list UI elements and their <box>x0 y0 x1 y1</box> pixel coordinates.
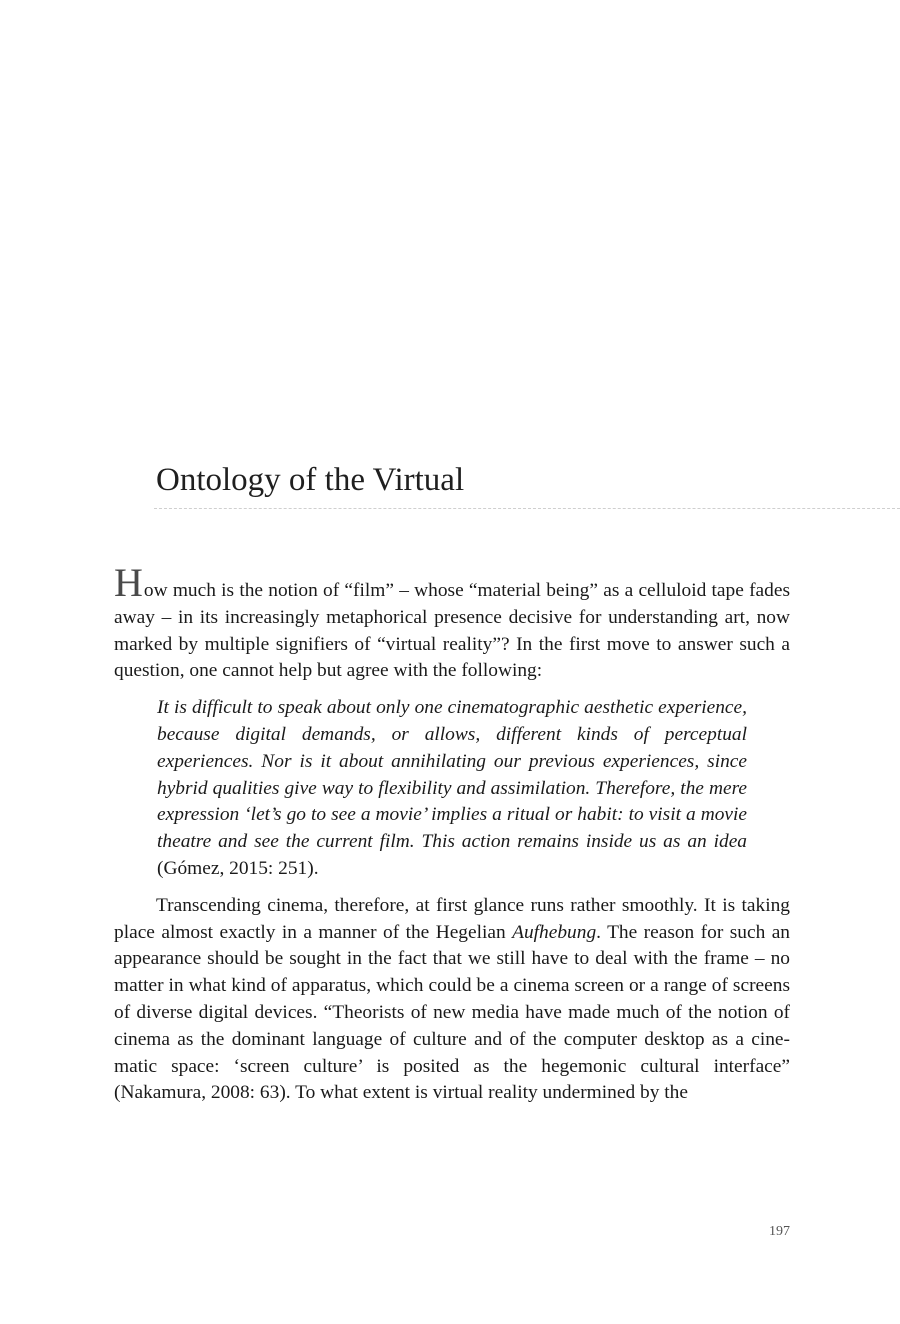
chapter-title: Ontology of the Virtual <box>156 462 465 498</box>
page-number: 197 <box>769 1224 790 1239</box>
second-paragraph-text-a: Transcending cinema, therefore, at first glance runs rather smoothly. It is taking place almost exactly in a manner of the Hegelian <box>114 894 790 943</box>
body-text <box>114 560 790 1107</box>
opening-paragraph-text: ow much is the notion of “film” – whose “material being” as a celluloid tape fades away – in its increasingly metaphorical presence decisive for understanding art, now marked by multiple signifiers of “virtual reality”? In the first move to answer such a question, one cannot help but agree with the following: <box>114 580 790 682</box>
block-quote-citation: (Gómez, 2015: 251). <box>157 857 319 879</box>
block-quote-text: It is difficult to speak about only one cinematographic aesthetic experience, because digital demands, or allows, different kinds of perceptual experiences. Nor is it about annihilating our previous experiences, since hybrid qualities give way to flexibility and assimilation. Therefore, the mere expression ‘let’s go to see a movie’ implies a ritual or habit: to visit a movie theatre and see the current film. This action remains inside us as an idea <box>157 697 747 853</box>
second-paragraph-emphasis: Aufhebung <box>512 921 597 943</box>
block-quote <box>157 695 747 883</box>
second-paragraph <box>114 893 790 1107</box>
drop-cap: H <box>114 560 144 605</box>
second-paragraph-text-b: . The reason for such an appearance should be sought in the fact that we still have to deal with the frame – no matter in what kind of apparatus, which could be a cinema screen or a range of screens of diverse digital devices. “Theorists of new media have made much of the notion of cinema as the dominant language of culture and of the computer desktop as a cinematic space: ‘screen culture’ is posited as the hegemonic cultural interface” (Nakamura, 2008: 63). To what extent is virtual reality undermined by the <box>114 921 790 1104</box>
title-divider <box>154 508 900 509</box>
opening-paragraph <box>114 560 790 685</box>
